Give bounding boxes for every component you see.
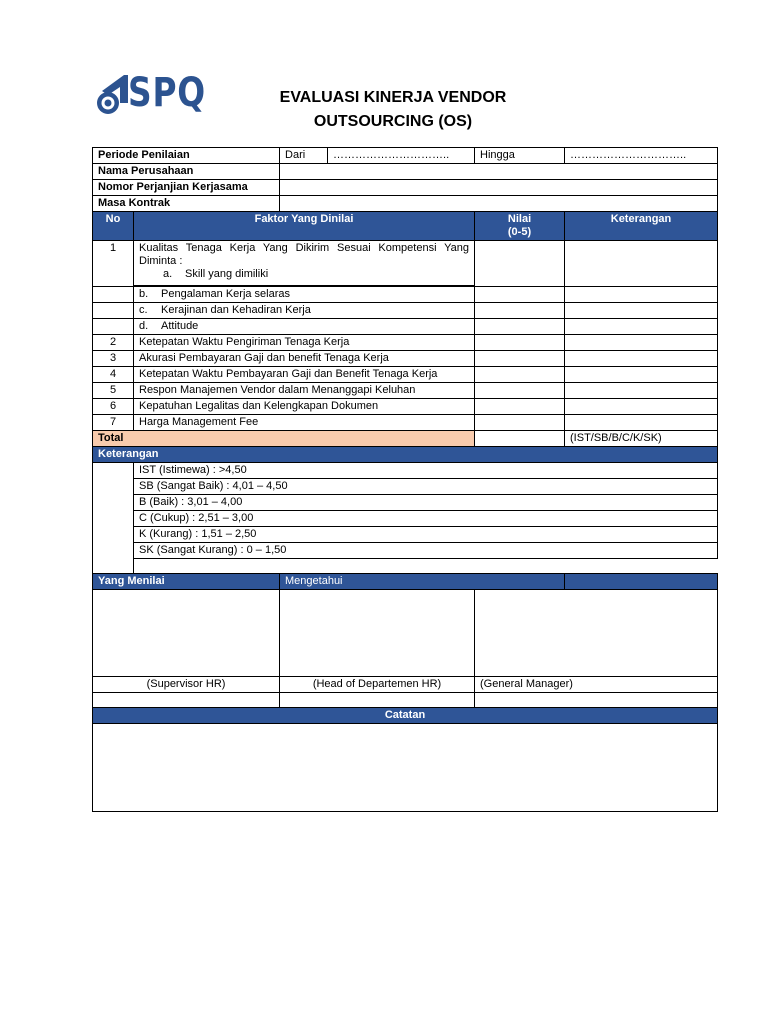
keterangan-cell[interactable] [565, 303, 718, 319]
criterion-text: Harga Management Fee [134, 415, 475, 431]
nomor-value[interactable] [280, 180, 718, 196]
legend-item: K (Kurang) : 1,51 – 2,50 [134, 527, 718, 543]
criterion-no: 6 [93, 399, 134, 415]
catatan-body[interactable] [93, 724, 718, 812]
legend-item: SK (Sangat Kurang) : 0 – 1,50 [134, 543, 718, 559]
nilai-cell[interactable] [475, 383, 565, 399]
catatan-body-row [93, 724, 718, 812]
criterion-text: Kepatuhan Legalitas dan Kelengkapan Dokumen [134, 399, 475, 415]
catatan-title: Catatan [93, 708, 718, 724]
criterion-no: 7 [93, 415, 134, 431]
legend-item: B (Baik) : 3,01 – 4,00 [134, 495, 718, 511]
signature-name-row [93, 693, 718, 708]
subitem [134, 303, 475, 319]
catatan-header-row [93, 708, 718, 724]
name-gm[interactable] [475, 693, 718, 708]
keterangan-title: Keterangan [93, 447, 718, 463]
title-line-1: EVALUASI KINERJA VENDOR [279, 89, 507, 106]
company-logo [96, 70, 207, 121]
nomor-row [93, 180, 718, 196]
nilai-cell[interactable] [475, 399, 565, 415]
masa-label: Masa Kontrak [93, 196, 280, 212]
criterion-row [93, 241, 718, 286]
nomor-label: Nomor Perjanjian Kerjasama [93, 180, 280, 196]
keterangan-cell[interactable] [565, 367, 718, 383]
legend-row [93, 543, 718, 559]
signature-role-row [93, 677, 718, 693]
col-no: No [93, 212, 134, 241]
legend-item: IST (Istimewa) : >4,50 [134, 463, 718, 479]
subitem [134, 319, 475, 335]
keterangan-cell[interactable] [565, 319, 718, 335]
signature-box-head[interactable] [280, 590, 475, 677]
criterion-row [93, 383, 718, 399]
dari-value[interactable]: ………………………….. [328, 148, 475, 164]
criterion-text-main: Kualitas Tenaga Kerja Yang Dikirim Sesuai Kompetensi Yang Diminta : [139, 242, 470, 267]
legend-spacer [93, 463, 134, 574]
criterion-no: 2 [93, 335, 134, 351]
legend-item: C (Cukup) : 2,51 – 3,00 [134, 511, 718, 527]
criterion-row [93, 399, 718, 415]
document-title [240, 86, 546, 134]
subitem-text: Kerajinan dan Kehadiran Kerja [161, 304, 311, 316]
keterangan-cell[interactable] [565, 241, 718, 287]
nama-label: Nama Perusahaan [93, 164, 280, 180]
keterangan-cell[interactable] [565, 383, 718, 399]
subitem-text: Pengalaman Kerja selaras [161, 288, 291, 300]
role-gm: (General Manager) [475, 677, 718, 693]
keterangan-cell[interactable] [565, 287, 718, 303]
criterion-text: Ketepatan Waktu Pengiriman Tenaga Kerja [134, 335, 475, 351]
legend-row [93, 495, 718, 511]
role-supervisor: (Supervisor HR) [93, 677, 280, 693]
keterangan-cell[interactable] [565, 351, 718, 367]
criterion-row [93, 367, 718, 383]
criterion-row [93, 335, 718, 351]
subitem-marker: b. [139, 288, 149, 300]
nilai-cell[interactable] [475, 287, 565, 303]
criterion-no: 1 [93, 241, 134, 287]
criterion-no-empty [93, 319, 134, 335]
col-nilai-line1: Nilai [507, 213, 532, 225]
keterangan-cell[interactable] [565, 415, 718, 431]
criterion-no-empty [93, 287, 134, 303]
dari-label: Dari [280, 148, 328, 164]
yang-menilai: Yang Menilai [93, 574, 280, 590]
legend-empty [134, 559, 718, 574]
legend-row [93, 527, 718, 543]
legend-row [93, 479, 718, 495]
role-head: (Head of Departemen HR) [280, 677, 475, 693]
nilai-cell[interactable] [475, 367, 565, 383]
nama-row [93, 164, 718, 180]
criterion-no: 3 [93, 351, 134, 367]
name-head[interactable] [280, 693, 475, 708]
subitem-marker: d. [139, 320, 149, 332]
subitem-text: Attitude [161, 320, 199, 332]
subitem [139, 268, 469, 281]
periode-row [93, 148, 718, 164]
title-line-2: OUTSOURCING (OS) [313, 113, 473, 130]
nilai-cell[interactable] [475, 303, 565, 319]
total-row [93, 431, 718, 447]
logo-mark-icon [96, 73, 130, 121]
legend-row [93, 463, 718, 479]
periode-label: Periode Penilaian [93, 148, 280, 164]
signature-space-row [93, 590, 718, 677]
logo-text: SPQ [128, 70, 207, 116]
masa-value[interactable] [280, 196, 718, 212]
hingga-value[interactable]: ………………………….. [565, 148, 718, 164]
subitem-row [93, 319, 718, 335]
subitem-row [93, 303, 718, 319]
col-faktor: Faktor Yang Dinilai [134, 212, 475, 241]
criterion-text [134, 241, 475, 286]
name-supervisor[interactable] [93, 693, 280, 708]
total-label: Total [93, 431, 475, 447]
criterion-text: Akurasi Pembayaran Gaji dan benefit Tenaga Kerja [134, 351, 475, 367]
col-nilai [475, 212, 565, 241]
nilai-cell[interactable] [475, 335, 565, 351]
total-keterangan: (IST/SB/B/C/K/SK) [565, 431, 718, 447]
legend-item: SB (Sangat Baik) : 4,01 – 4,50 [134, 479, 718, 495]
subitem-text: Skill yang dimiliki [185, 268, 269, 280]
signature-box-gm[interactable] [475, 590, 718, 677]
total-nilai[interactable] [475, 431, 565, 447]
subitem-row [93, 287, 718, 303]
keterangan-cell[interactable] [565, 335, 718, 351]
criterion-row [93, 351, 718, 367]
col-keterangan: Keterangan [565, 212, 718, 241]
criterion-no-empty [93, 303, 134, 319]
keterangan-header-row [93, 447, 718, 463]
subitem-marker: a. [163, 268, 173, 280]
nilai-cell[interactable] [475, 351, 565, 367]
legend-row [93, 511, 718, 527]
criterion-text: Respon Manajemen Vendor dalam Menanggapi Keluhan [134, 383, 475, 399]
mengetahui: Mengetahui [280, 574, 565, 590]
keterangan-cell[interactable] [565, 399, 718, 415]
criterion-row [93, 415, 718, 431]
subitem [134, 287, 475, 303]
legend-row [93, 559, 718, 574]
nilai-cell[interactable] [475, 241, 565, 287]
signature-box-supervisor[interactable] [93, 590, 280, 677]
col-nilai-line2: (0-5) [507, 226, 532, 238]
criterion-no: 4 [93, 367, 134, 383]
signature-header-row [93, 574, 718, 590]
masa-row [93, 196, 718, 212]
column-header-row [93, 212, 718, 241]
subitem-marker: c. [139, 304, 148, 316]
nilai-cell[interactable] [475, 415, 565, 431]
criterion-text: Ketepatan Waktu Pembayaran Gaji dan Benefit Tenaga Kerja [134, 367, 475, 383]
criterion-no: 5 [93, 383, 134, 399]
nama-value[interactable] [280, 164, 718, 180]
hingga-label: Hingga [475, 148, 565, 164]
nilai-cell[interactable] [475, 319, 565, 335]
evaluation-form [92, 147, 718, 812]
signature-header-empty [565, 574, 718, 590]
